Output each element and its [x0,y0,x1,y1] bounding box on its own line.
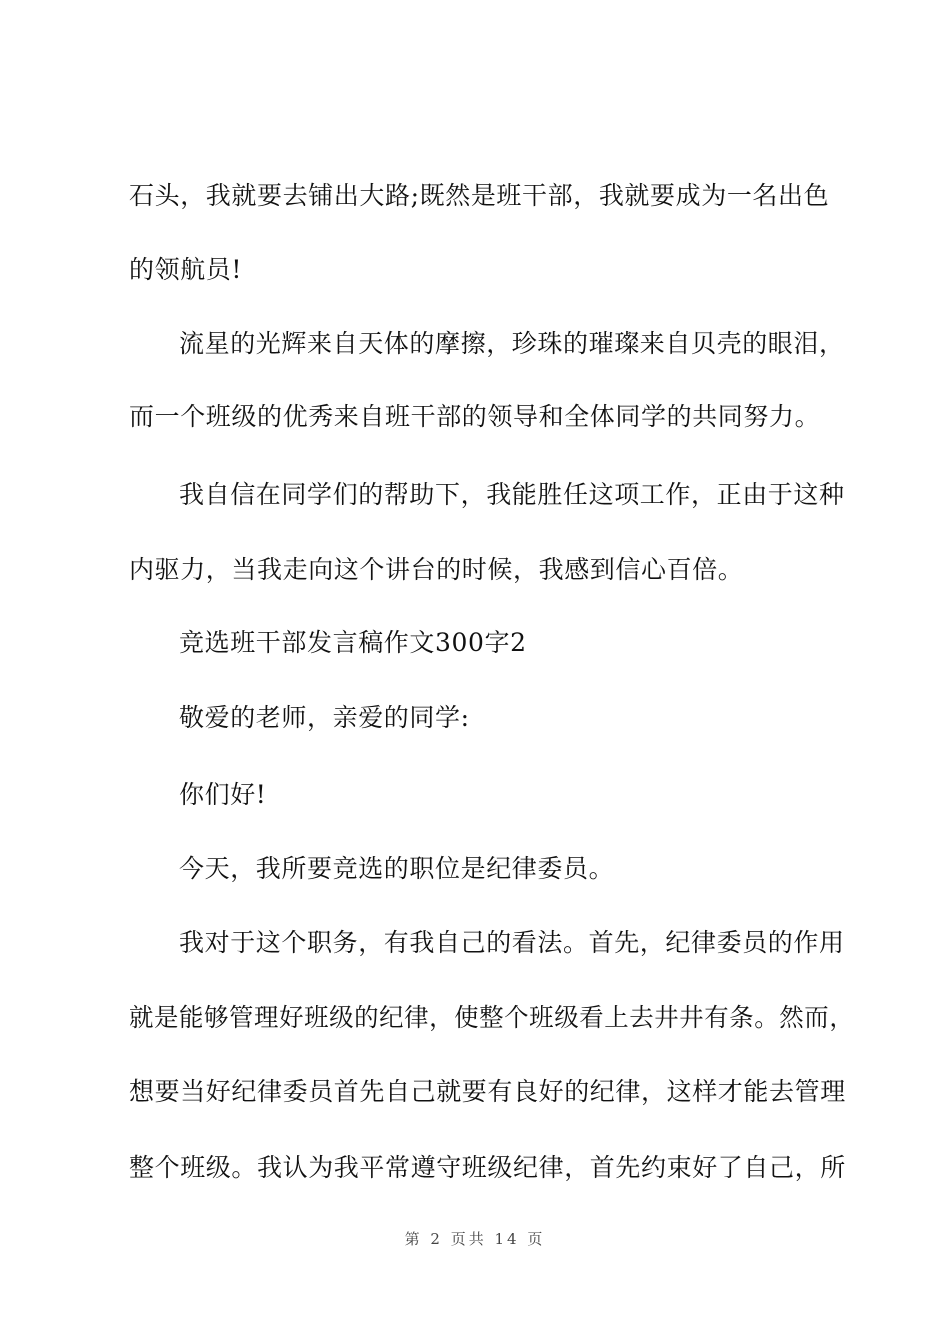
section-heading: 竞选班干部发言稿作文300字2 [179,628,527,657]
salutation: 敬爱的老师，亲爱的同学: [179,703,470,732]
text-line: 流星的光辉来自天体的摩擦，珍珠的璀璨来自贝壳的眼泪， [179,329,845,358]
text-line: 而一个班级的优秀来自班干部的领导和全体同学的共同努力。 [129,402,821,431]
text-line: 整个班级。我认为我平常遵守班级纪律，首先约束好了自己，所 [129,1153,846,1182]
text-line: 内驱力，当我走向这个讲台的时候，我感到信心百倍。 [129,555,744,584]
text-line: 我自信在同学们的帮助下，我能胜任这项工作，正由于这种 [179,480,845,509]
text-line: 今天，我所要竞选的职位是纪律委员。 [179,854,615,883]
text-line: 的领航员! [129,255,243,284]
page-number-footer: 第 2 页共 14 页 [404,1230,546,1248]
greeting: 你们好! [179,780,267,809]
text-line: 石头，我就要去铺出大路;既然是班干部，我就要成为一名出色 [129,181,830,210]
text-line: 我对于这个职务，有我自己的看法。首先，纪律委员的作用 [179,928,845,957]
text-line: 就是能够管理好班级的纪律，使整个班级看上去井井有条。然而， [129,1003,855,1032]
text-line: 想要当好纪律委员首先自己就要有良好的纪律，这样才能去管理 [129,1077,846,1106]
